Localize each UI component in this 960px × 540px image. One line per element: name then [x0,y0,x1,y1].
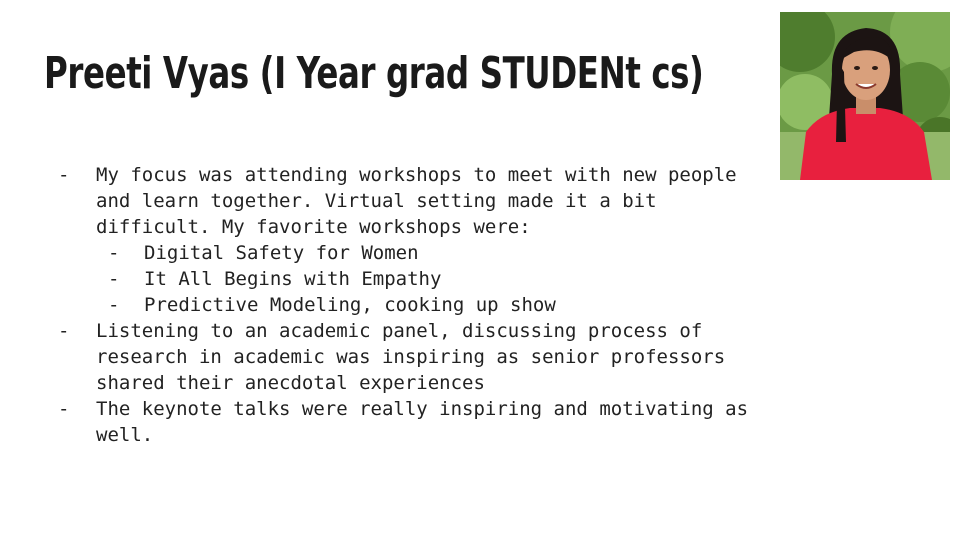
sub-bullet-text: Predictive Modeling, cooking up show [144,294,556,316]
bullet-dash: - [108,242,120,264]
sub-bullet-item [96,240,778,266]
bullet-dash: - [58,320,70,342]
bullet-text: Listening to an academic panel, discussing process of research in academic was inspiring as senior professors shared their anecdotal experiences [96,320,726,394]
bullet-text: The keynote talks were really inspiring and motivating as well. [96,398,749,446]
bullet-dash: - [108,268,120,290]
bullet-item [58,396,778,448]
bullet-dash: - [58,398,70,420]
bullet-dash: - [108,294,120,316]
bullet-item [58,162,778,318]
profile-photo-image [780,12,950,180]
bullet-item [58,318,778,396]
sub-bullet-text: It All Begins with Empathy [144,268,442,290]
bullet-dash: - [58,164,70,186]
sub-bullet-text: Digital Safety for Women [144,242,419,264]
sub-bullet-list [96,240,778,318]
bullet-list [58,162,778,448]
bullet-text: My focus was attending workshops to meet with new people and learn together. Virtual setting made it a bit difficult. My favorite workshops were: [96,164,737,238]
profile-photo [780,12,950,180]
sub-bullet-item [96,266,778,292]
sub-bullet-item [96,292,778,318]
slide-title: Preeti Vyas (I Year grad STUDENt cs) [44,48,704,99]
